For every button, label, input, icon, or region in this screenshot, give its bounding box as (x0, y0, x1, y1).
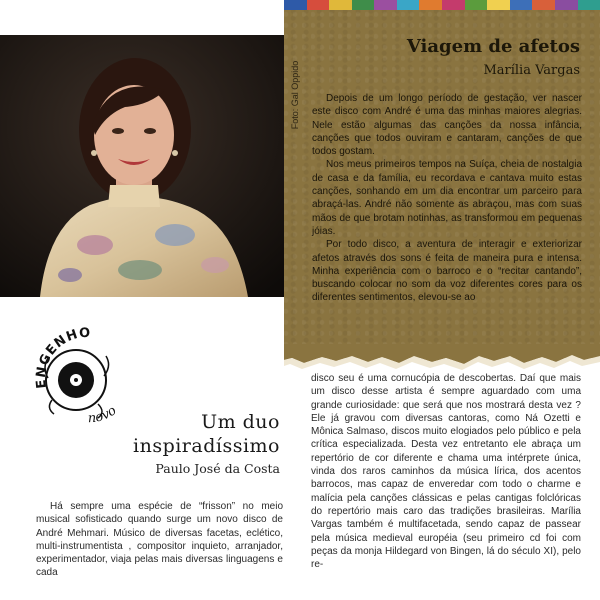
logo-bottom-text: novo (87, 403, 120, 427)
svg-text:novo (87, 403, 119, 426)
article-paragraph: Por todo disco, a aventura de interagir e exteriorizar afetos através dos sons é feita de maneira pura e intensa. Minha experiência com o barroco e o “recitar cantando”, buscando colocar no som da voz diferentes cores para os diferentes sentimentos, elevou-se ao (312, 239, 582, 304)
photo-credit-text: Foto: Gal Oppido (290, 60, 300, 130)
review-title-line2: inspiradíssimo (133, 435, 280, 457)
article-title: Viagem de afetos (406, 36, 580, 57)
stripe-segment (284, 0, 307, 10)
singer-photo (0, 35, 284, 297)
stripe-segment (510, 0, 533, 10)
stripe-segment (374, 0, 397, 10)
portrait-illustration (0, 35, 284, 297)
stripe-segment (352, 0, 375, 10)
stripe-segment (419, 0, 442, 10)
stripe-segment (487, 0, 510, 10)
review-body-left (36, 500, 283, 580)
logo-top-text: ENGENHO (33, 325, 92, 390)
review-author: Paulo José da Costa (155, 461, 280, 476)
review-body-right (311, 372, 581, 571)
stripe-segment (555, 0, 578, 10)
stripe-segment (578, 0, 600, 10)
stripe-segment (442, 0, 465, 10)
engenho-novo-logo (28, 318, 140, 430)
stripe-segment (397, 0, 420, 10)
color-stripes (284, 0, 600, 10)
article-body (312, 92, 582, 305)
logo-graphic (28, 318, 140, 430)
review-title (133, 410, 280, 458)
review-title-line1: Um duo (201, 411, 280, 433)
photo-credit (285, 38, 305, 158)
article-paragraph: Depois de um longo período de gestação, ver nascer este disco com André é uma das minhas maiores alegrias. Nele estão algumas das canções da nossa infância, canções que todos ouviram e cantaram, canções de que todos gostam. (312, 93, 582, 158)
review-paragraph: disco seu é uma cornucópia de descobertas. Daí que mais um disco desse artista é sempre aguardado com uma grande curiosidade: que será que nos mostrará desta vez ? Ele já gravou com diversas cantoras, como Ná Ozetti e Mônica Salmaso, discos muito elogiados pelo público e pela crítica especializada. Desta vez entretanto ele abraça um repertório de cor diferente e chama uma intérprete única, vinda dos raros caminhos da música lírica, dos acentos barrocos, mas capaz de enveredar com todo o charme e malícia pela canções clássicas e pelas cantigas folclóricas do repertório mais caro das tradições brasileiras. Marília Vargas também é multifacetada, sendo capaz de passear pela música medieval européia (seu primeiro cd foi com peças da monja Hildegard von Bingen, lá do século XI), pelo re- (311, 373, 581, 571)
stripe-segment (307, 0, 330, 10)
torn-paper-edge (284, 344, 600, 374)
stripe-segment (329, 0, 352, 10)
article-author: Marília Vargas (483, 63, 580, 78)
stripe-segment (532, 0, 555, 10)
review-paragraph: Há sempre uma espécie de “frisson” no meio musical sofisticado quando surge um novo disco de André Mehmari. Músico de diversas facetas, eclético, multi-instrumentista , compositor inquieto, arranjador, experimentador, viaja pelas mais diversas linguagens e cada (36, 501, 283, 579)
stripe-segment (465, 0, 488, 10)
article-paragraph: Nos meus primeiros tempos na Suíça, cheia de nostalgia de casa e da família, eu recordava e cantava muito estas canções, sonhando em um dia encontrar um parceiro para abraçá-las. André não somente as abraçou, mas com suas mãos de que brotam notinhas, as transformou em pequenas jóias. (312, 159, 582, 237)
